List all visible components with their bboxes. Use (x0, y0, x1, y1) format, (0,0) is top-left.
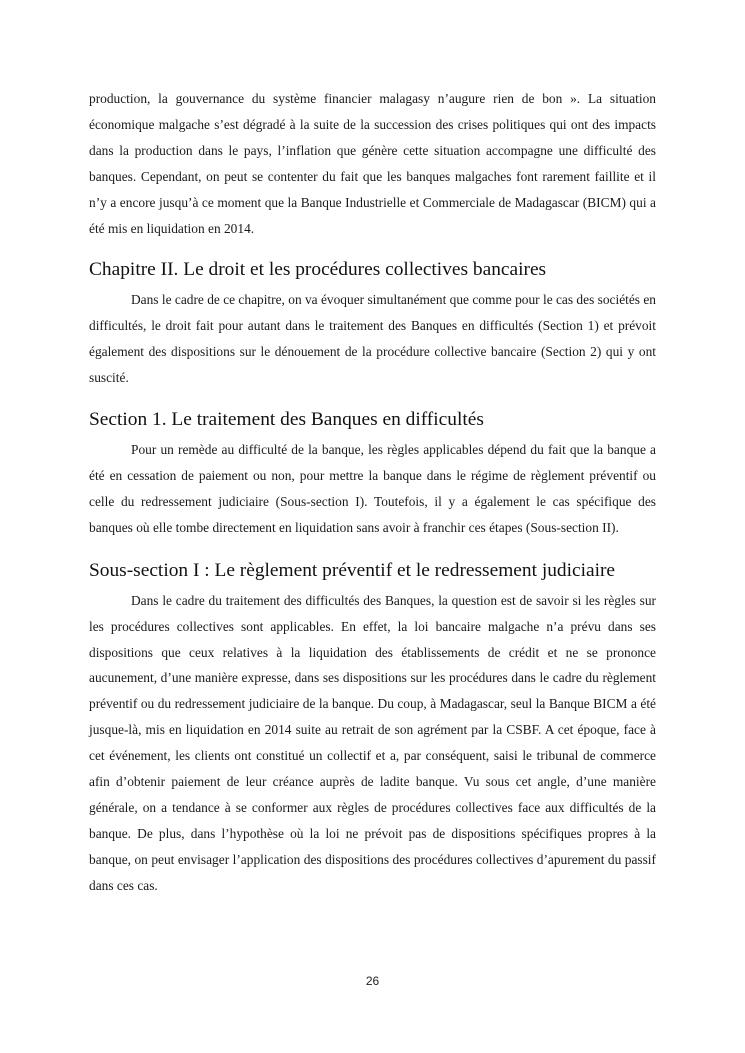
page-number: 26 (365, 974, 380, 988)
chapter-paragraph: Dans le cadre de ce chapitre, on va évoquer simultanément que comme pour le cas des sociétés en difficultés, le droit fait pour autant dans le traitement des Banques en difficultés (Section 1) et prévoit également des dispositions sur le dénouement de la procédure collective bancaire (Section 2) qui y ont suscité. (89, 292, 657, 386)
document-page (89, 86, 656, 899)
section-heading: Section 1. Le traitement des Banques en difficultés (89, 409, 484, 431)
intro-paragraph: production, la gouvernance du système financier malagasy n’augure rien de bon ». La situation économique malgache s’est dégradé à la suite de la succession des crises politiques qui ont des impacts dans la production dans le pays, l’inflation que génère cette situation accompagne une difficulté des banques. Cependant, on peut se contenter du fait que les banques malgaches font rarement faillite et il n’y a encore jusqu’à ce moment que la Banque Industrielle et Commerciale de Madagascar (BICM) qui a été mis en liquidation en 2014. (89, 91, 656, 236)
section-paragraph: Pour un remède au difficulté de la banque, les règles applicables dépend du fait que la banque a été en cessation de paiement ou non, pour mettre la banque dans le régime de règlement préventif ou celle du redressement judiciaire (Sous-section I). Toutefois, il y a également le cas spécifique des banques où elle tombe directement en liquidation sans avoir à franchir ces étapes (Sous-section II). (89, 442, 656, 535)
subsection-paragraph: Dans le cadre du traitement des difficultés des Banques, la question est de savoir si les règles sur les procédures collectives sont applicables. En effet, la loi bancaire malgache n’a prévu dans ses dispositions que ceux relatives à la liquidation des établissements de crédit et ne se prononce aucunement, d’une manière expresse, dans ses dispositions sur les procédures dans le cadre du règlement préventif ou du redressement judiciaire de la banque. Du coup, à Madagascar, seul la Banque BICM a été jusque-là, mis en liquidation en 2014 suite au retrait de son agrément par la CSBF. A cet époque, face à cet événement, les clients ont constitué un collectif et a, par conséquent, saisi le tribunal de commerce afin d’obtenir paiement de leur créance auprès de ladite banque. Vu sous cet angle, d’une manière générale, on a tendance à se conformer aux règles de procédures collectives face aux difficultés de la banque. De plus, dans l’hypothèse où la loi ne prévoit pas de dispositions spécifiques propres à la banque, on peut envisager l’application des dispositions des procédures collectives d’apurement du passif dans ces cas. (89, 592, 656, 893)
subsection-heading: Sous-section I : Le règlement préventif et le redressement judiciaire (89, 559, 616, 581)
chapter-heading: Chapitre II. Le droit et les procédures collectives bancaires (89, 259, 547, 281)
